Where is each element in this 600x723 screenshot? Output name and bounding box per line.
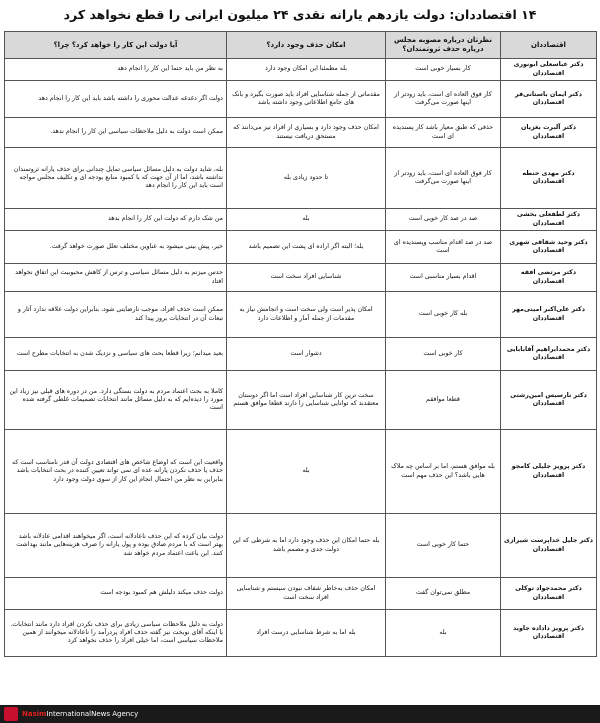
header-feasibility: امکان حذف وجود دارد؟ bbox=[227, 32, 386, 59]
government-will-cell: بعید میدانم؛ زیرا قطعا بحث های سیاسی و نزدیک شدن به انتخابات مطرح است bbox=[5, 338, 227, 371]
table-row bbox=[5, 430, 597, 514]
header-economist: اقتصاددان bbox=[501, 32, 597, 59]
economist-name-cell: دکتر آلبرت بغزیان اقتصاددان bbox=[501, 118, 597, 148]
table-row bbox=[5, 371, 597, 430]
economist-name-cell: دکتر نارسیس امین‌رشتی اقتصاددان bbox=[501, 371, 597, 430]
table-header-row bbox=[5, 32, 597, 59]
table-row bbox=[5, 338, 597, 371]
header-parliament-opinion: نظرتان درباره مصوبه مجلس درباره حذف ثروتمندان؟ bbox=[386, 32, 501, 59]
economist-name-cell: دکتر پرویز داداده جاوید اقتصاددان bbox=[501, 610, 597, 657]
economist-name-cell: دکتر وحید شقاقی شهری اقتصاددان bbox=[501, 231, 597, 264]
feasibility-cell: بله اما به شرط شناسایی درست افراد bbox=[227, 610, 386, 657]
opinion-cell: بله کار خوبی است bbox=[386, 292, 501, 338]
table-row bbox=[5, 209, 597, 231]
feasibility-cell: امکان حذف به‌خاطر شفاف نبودن سیستم و شناسایی افراد سخت است bbox=[227, 578, 386, 610]
government-will-cell: ممکن است حذف افراد، موجب نارضایتی شود، بنابراین دولت علاقه ندارد آثار و تبعات آن در انتخابات بروز پیدا کند bbox=[5, 292, 227, 338]
feasibility-cell: بله bbox=[227, 430, 386, 514]
opinion-cell: اقدام بسیار مناسبی است bbox=[386, 264, 501, 292]
page-title: ۱۴ اقتصاددان: دولت یازدهم یارانه نقدی ۲۴ میلیون ایرانی را قطع نخواهد کرد bbox=[63, 7, 537, 22]
economist-name-cell: دکتر جلیل خداپرست شیرازی اقتصاددان bbox=[501, 514, 597, 578]
table-row bbox=[5, 118, 597, 148]
opinion-cell: مطلق نمی‌توان گفت bbox=[386, 578, 501, 610]
opinion-cell: قطعا موافقم bbox=[386, 371, 501, 430]
table-row bbox=[5, 578, 597, 610]
government-will-cell: به نظر من باید حتما این کار را انجام دهد bbox=[5, 59, 227, 81]
feasibility-cell: بله bbox=[227, 209, 386, 231]
opinion-cell: بله bbox=[386, 610, 501, 657]
opinion-cell: کار فوق العاده ای است، باید زودتر از اینها صورت می‌گرفت bbox=[386, 148, 501, 209]
footer-bar bbox=[0, 705, 600, 723]
economist-name-cell: دکتر محمدجواد توکلی اقتصاددان bbox=[501, 578, 597, 610]
nasim-logo-icon bbox=[4, 707, 18, 721]
government-will-cell: واقعیت این است که اوضاع شاخص های اقتصادی دولت آن قدر نامناسب است که حذف یا حذف نکردن یارانه عده ای نمی تواند تعیین کننده در بحث انتخابات باشد بنابراین به نظر من احتمال انجام این کار از سوی دولت وجود دارد bbox=[5, 430, 227, 514]
opinion-cell: حذفی که طبق معیار باشد کار پسندیده ای است bbox=[386, 118, 501, 148]
table-row bbox=[5, 292, 597, 338]
feasibility-cell: سخت ترین کار شناسایی افراد است اما اگر دوستان معتقدند که توانایی شناسایی را دارند قطعا موافق هستم bbox=[227, 371, 386, 430]
economist-name-cell: دکتر محمدابراهیم آقابابایی اقتصاددان bbox=[501, 338, 597, 371]
opinion-cell: صد در صد اقدام مناسب وپسندیده ای است bbox=[386, 231, 501, 264]
economist-name-cell: دکتر ایمان باستانی‌فر اقتصاددان bbox=[501, 81, 597, 118]
government-will-cell: بله، شاید دولت به دلیل مسائل سیاسی تمایل چندانی برای حذف یارانه ثروتمندان نداشته باشد، اما از آن جهت که با کمبود منابع بودجه ای و تکلیف مجلس مواجه است باید این کار را انجام دهد bbox=[5, 148, 227, 209]
feasibility-cell: دشوار است bbox=[227, 338, 386, 371]
feasibility-cell: امکان حذف وجود دارد و بسیاری از افراد نیز می‌دانند که مستحق دریافت نیستند bbox=[227, 118, 386, 148]
opinion-cell: کار بسیار خوبی است bbox=[386, 59, 501, 81]
feasibility-cell: مقدماتی از جمله شناسایی افراد باید صورت بگیرد و بانک های جامع اطلاعاتی وجود داشته باشد bbox=[227, 81, 386, 118]
economist-name-cell: دکتر پرویز جلیلی کامجو اقتصاددان bbox=[501, 430, 597, 514]
government-will-cell: دولت اگر دغدغه عدالت محوری را داشته باشد باید این کار را انجام دهد bbox=[5, 81, 227, 118]
opinion-cell: بله موافق هستم، اما بر اساس چه ملاک هایی باشد؟ این حذف مهم است bbox=[386, 430, 501, 514]
table-row bbox=[5, 148, 597, 209]
economist-name-cell: دکتر لطفعلی بخشی اقتصاددان bbox=[501, 209, 597, 231]
government-will-cell: دولت به دلیل ملاحظات سیاسی زیادی برای حذف نکردن افراد دارد مانند انتخابات. یا اینکه آقای نوبخت نیز گفته حذف افراد پردرآمد را ناعادلانه میخوانند از همین ملاحظات سیاسی است، اما خیلی افراد را حذف نخواهد کرد bbox=[5, 610, 227, 657]
government-will-cell: حدس میزنم به دلیل مسائل سیاسی و ترس از کاهش محبوبیت این اتفاق نخواهد افتاد bbox=[5, 264, 227, 292]
opinion-cell: حتما کار خوبی است bbox=[386, 514, 501, 578]
table-row bbox=[5, 81, 597, 118]
feasibility-cell: بله حتما امکان این حذف وجود دارد اما به شرطی که این دولت جدی و مصمم باشد bbox=[227, 514, 386, 578]
feasibility-cell: شناسایی افراد سخت است bbox=[227, 264, 386, 292]
agency-brand: NasimInternationalNews Agency bbox=[22, 710, 139, 718]
economist-name-cell: دکتر عباسعلی ابونوری اقتصاددان bbox=[501, 59, 597, 81]
economist-name-cell: دکتر مرتضی افقه اقتصاددان bbox=[501, 264, 597, 292]
opinion-cell: کار خوبی است bbox=[386, 338, 501, 371]
economist-name-cell: دکتر علی‌اکبر امینی‌مهر اقتصاددان bbox=[501, 292, 597, 338]
government-will-cell: من شک دارم که دولت این کار را انجام بدهد bbox=[5, 209, 227, 231]
feasibility-cell: تا حدود زیادی بله bbox=[227, 148, 386, 209]
header-government-will: آیا دولت این کار را خواهد کرد؟ چرا؟ bbox=[5, 32, 227, 59]
table-row bbox=[5, 59, 597, 81]
government-will-cell: دولت بیان کرده که این حذف ناعادلانه است، اگر میخواهند اقدامی عادلانه باشد بهتر است که با مردم صادق بوده و پول یارانه را صرف هزینه‌هایی مانند بهداشت کنند. این باعث اعتماد مردم خواهد شد bbox=[5, 514, 227, 578]
government-will-cell: ممکن است دولت به دلیل ملاحظات سیاسی این کار را انجام ندهد. bbox=[5, 118, 227, 148]
economists-table bbox=[4, 31, 597, 657]
table-row bbox=[5, 514, 597, 578]
government-will-cell: دولت حذف میکند دلیلش هم کمبود بودجه است bbox=[5, 578, 227, 610]
table-row bbox=[5, 610, 597, 657]
feasibility-cell: بله مطمئنا این امکان وجود دارد bbox=[227, 59, 386, 81]
table-row bbox=[5, 231, 597, 264]
opinion-cell: کار فوق العاده ای است، باید زودتر از اینها صورت می‌گرفت bbox=[386, 81, 501, 118]
government-will-cell: خیر، پیش بینی میشود به عناوین مختلف تعلل صورت خواهد گرفت. bbox=[5, 231, 227, 264]
economist-name-cell: دکتر مهدی حنطه اقتصاددان bbox=[501, 148, 597, 209]
feasibility-cell: بله؛ البته اگر اراده ای پشت این تصمیم باشد bbox=[227, 231, 386, 264]
table-row bbox=[5, 264, 597, 292]
table-body bbox=[5, 59, 597, 657]
opinion-cell: صد در صد کار خوبی است bbox=[386, 209, 501, 231]
feasibility-cell: امکان پذیر است ولی سخت است و انجامش نیاز به مقدمات از جمله آمار و اطلاعات دارد bbox=[227, 292, 386, 338]
government-will-cell: کاملا به بحث اعتماد مردم به دولت بستگی دارد. من در دوره های قبلی نیز زیاد این مورد را دیده‌ایم که به دلیل مسائل مانند انتخابات تصمیمات غلطی گرفته شده است bbox=[5, 371, 227, 430]
